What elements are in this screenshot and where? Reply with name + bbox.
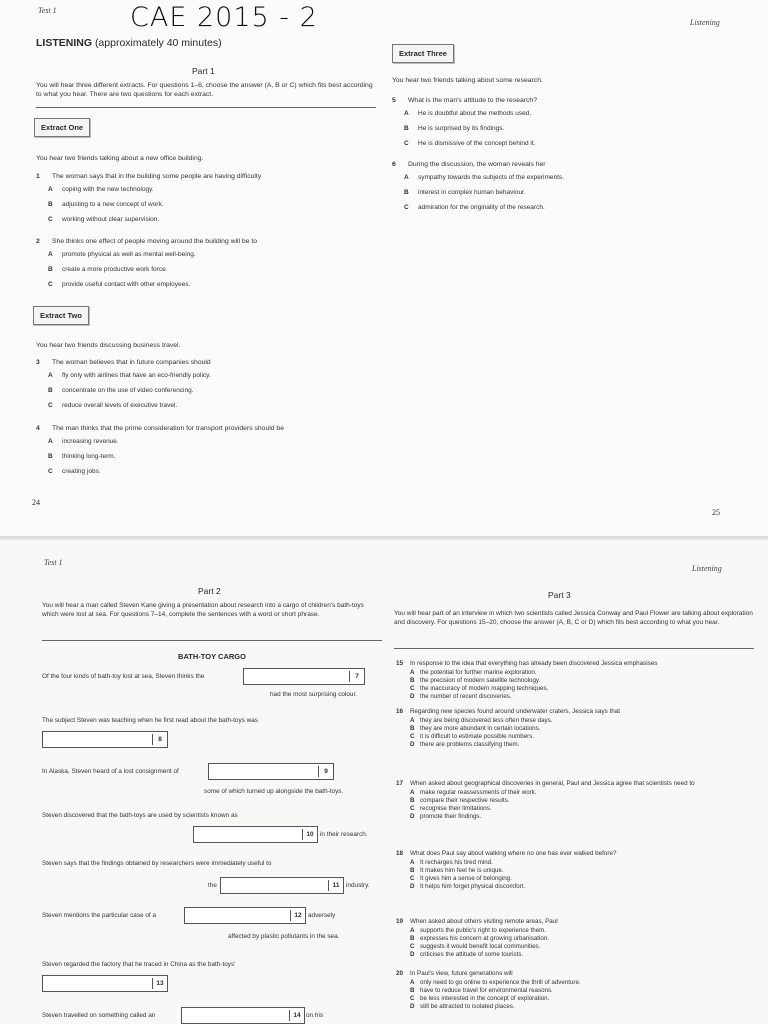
- option-letter: C: [404, 204, 409, 211]
- option-16-b[interactable]: [396, 725, 768, 733]
- option-text: concentrate on the use of video conferencing.: [62, 387, 194, 394]
- extract-two-intro: You hear two friends discussing business travel.: [36, 342, 181, 349]
- option-5-b[interactable]: [404, 125, 764, 134]
- option-letter: C: [48, 281, 53, 288]
- question-text: In response to the idea that everything has already been discovered Jessica emphasises: [410, 660, 658, 667]
- question-19: [396, 918, 756, 926]
- option-letter: C: [48, 468, 53, 475]
- option-letter: A: [410, 789, 415, 796]
- answer-box-8[interactable]: [42, 731, 168, 748]
- question-text: Regarding new species found around underwater craters, Jessica says that: [410, 708, 621, 715]
- page-number-left: 24: [32, 498, 40, 507]
- running-head-right-2: Listening: [692, 564, 722, 573]
- option-letter: B: [48, 387, 53, 394]
- extract-two-box: Extract Two: [33, 306, 89, 325]
- option-text: adjusting to a new concept of work.: [62, 201, 164, 208]
- option-text: the precision of modern satellite technology.: [420, 677, 541, 684]
- question-text: What is the man's attitude to the research?: [408, 97, 537, 104]
- answer-box-13[interactable]: [42, 975, 168, 992]
- option-17-c[interactable]: [396, 805, 768, 813]
- option-letter: C: [48, 402, 53, 409]
- question-text: What does Paul say about walking where no one has ever walked before?: [410, 850, 617, 857]
- option-letter: B: [410, 987, 415, 994]
- option-15-c[interactable]: [396, 685, 768, 693]
- question-6: [392, 160, 752, 169]
- question-text: In Paul's view, future generations will: [410, 970, 513, 977]
- option-text: He is doubtful about the methods used.: [418, 110, 532, 117]
- question-text: When asked about geographical discoveries in general, Paul and Jessica agree that scientists need to: [410, 780, 695, 787]
- option-19-b[interactable]: [396, 935, 768, 943]
- option-text: criticises the attitude of some tourists.: [420, 951, 524, 958]
- option-6-a[interactable]: [404, 174, 764, 183]
- option-text: it is difficult to estimate possible numbers.: [420, 733, 535, 740]
- sentence-7b: had the most surprising colour.: [270, 691, 358, 698]
- question-number: 17: [396, 780, 404, 787]
- answer-box-14[interactable]: [181, 1007, 305, 1024]
- option-15-b[interactable]: [396, 677, 768, 685]
- extract-one-intro: You hear two friends talking about a new office building.: [36, 155, 204, 162]
- option-4-b[interactable]: [48, 453, 408, 462]
- option-17-d[interactable]: [396, 813, 768, 821]
- option-2-a[interactable]: [48, 251, 408, 260]
- option-18-c[interactable]: [396, 875, 768, 883]
- option-text: admiration for the originality of the research.: [418, 204, 545, 211]
- option-text: It recharges his tired mind.: [420, 859, 493, 866]
- question-number: 18: [396, 850, 404, 857]
- option-letter: B: [410, 935, 415, 942]
- question-text: During the discussion, the woman reveals her: [408, 161, 546, 168]
- option-16-a[interactable]: [396, 717, 768, 725]
- sentence-11c: industry.: [346, 882, 370, 889]
- option-text: they are more abundant in certain locations.: [420, 725, 541, 732]
- question-2: [36, 237, 396, 246]
- option-1-c[interactable]: [48, 216, 408, 225]
- option-letter: A: [410, 979, 415, 986]
- sentence-11a: Steven says that the findings obtained by researchers were immediately useful to: [42, 860, 272, 867]
- option-16-d[interactable]: [396, 741, 768, 749]
- option-text: there are problems classifying them.: [420, 741, 520, 748]
- option-text: He is dismissive of the concept behind it.: [418, 140, 536, 147]
- option-text: provide useful contact with other employees.: [62, 281, 191, 288]
- option-text: interest in complex human behaviour.: [418, 189, 526, 196]
- option-letter: A: [410, 669, 415, 676]
- answer-number-7: 7: [349, 671, 364, 682]
- option-letter: C: [48, 216, 53, 223]
- answer-number-11: 11: [328, 880, 343, 891]
- option-text: recognise their limitations.: [420, 805, 492, 812]
- option-4-a[interactable]: [48, 438, 408, 447]
- option-18-b[interactable]: [396, 867, 768, 875]
- question-17: [396, 780, 756, 788]
- answer-box-11[interactable]: [220, 877, 344, 894]
- running-head-left: Test 1: [38, 6, 57, 15]
- sentence-9b: some of which turned up alongside the bath-toys.: [204, 788, 344, 795]
- option-letter: A: [410, 859, 415, 866]
- option-18-d[interactable]: [396, 883, 768, 891]
- question-3: [36, 358, 396, 367]
- divider: [36, 107, 376, 108]
- option-text: fly only with airlines that have an eco-friendly policy.: [62, 372, 211, 379]
- option-text: It gives him a sense of belonging.: [420, 875, 512, 882]
- option-2-b[interactable]: [48, 266, 408, 275]
- option-text: the potential for further marine exploration.: [420, 669, 537, 676]
- sentence-10a: Steven discovered that the bath-toys are used by scientists known as: [42, 812, 238, 819]
- answer-box-12[interactable]: [184, 907, 306, 924]
- option-3-c[interactable]: [48, 402, 408, 411]
- option-18-a[interactable]: [396, 859, 768, 867]
- answer-number-8: 8: [152, 734, 167, 745]
- option-text: only need to go online to experience the thrill of adventure.: [420, 979, 581, 986]
- option-letter: B: [410, 797, 415, 804]
- option-text: the number of recent discoveries.: [420, 693, 512, 700]
- divider: [394, 648, 754, 649]
- option-text: still be attracted to isolated places.: [420, 1003, 515, 1010]
- option-letter: C: [404, 140, 409, 147]
- option-letter: C: [410, 943, 415, 950]
- option-letter: D: [410, 813, 415, 820]
- option-letter: B: [48, 266, 53, 273]
- option-5-c[interactable]: [404, 140, 764, 149]
- option-letter: B: [48, 453, 53, 460]
- extract-one-box: Extract One: [34, 118, 90, 137]
- option-letter: A: [48, 438, 53, 445]
- option-letter: B: [410, 725, 415, 732]
- option-6-b[interactable]: [404, 189, 764, 198]
- sentence-7a: Of the four kinds of bath-toy lost at sea, Steven thinks the: [42, 673, 205, 680]
- option-text: promote their findings.: [420, 813, 482, 820]
- part-1-label: Part 1: [192, 66, 215, 76]
- option-text: compare their respective results.: [420, 797, 510, 804]
- sentence-14a: Steven travelled on something called an: [42, 1012, 156, 1019]
- option-20-a[interactable]: [396, 979, 768, 987]
- option-text: the inaccuracy of modern mapping techniques.: [420, 685, 549, 692]
- sentence-13: Steven regarded the factory that he traced in China as the bath-toys': [42, 961, 236, 968]
- part-3-intro: You will hear part of an interview in which two scientists called Jessica Conway and Paul Flower are talking about exploration and discovery. For questions 15–20, choose the answer (A, B, C or D) which fits best according to what you hear.: [394, 610, 753, 626]
- question-number: 5: [392, 97, 396, 104]
- question-15: [396, 660, 756, 668]
- option-text: supports the public's right to experience them.: [420, 927, 547, 934]
- option-3-b[interactable]: [48, 387, 408, 396]
- sentence-12c: affected by plastic pollutants in the sea.: [228, 933, 340, 940]
- part-1-intro: You will hear three different extracts. For questions 1–6, choose the answer (A, B or C) which fits best according to what you hear. There are two questions for each extract.: [36, 82, 373, 98]
- option-text: make regular reassessments of their work.: [420, 789, 537, 796]
- answer-number-12: 12: [290, 910, 305, 921]
- option-17-b[interactable]: [396, 797, 768, 805]
- option-letter: C: [410, 805, 415, 812]
- option-3-a[interactable]: [48, 372, 408, 381]
- option-letter: D: [410, 1003, 415, 1010]
- option-15-a[interactable]: [396, 669, 768, 677]
- question-5: [392, 96, 752, 105]
- option-letter: C: [410, 995, 415, 1002]
- extract-three-intro: You hear two friends talking about some research.: [392, 77, 543, 84]
- option-1-b[interactable]: [48, 201, 408, 210]
- option-letter: A: [48, 186, 53, 193]
- title-note: (approximately 40 minutes): [94, 37, 222, 49]
- sentence-10b: in their research.: [320, 831, 368, 838]
- answer-box-10[interactable]: [193, 826, 318, 843]
- page-number-right: 25: [712, 508, 720, 517]
- divider: [42, 640, 382, 641]
- option-4-c[interactable]: [48, 468, 408, 477]
- option-text: promote physical as well as mental well-being.: [62, 251, 196, 258]
- running-head-right: Listening: [690, 18, 720, 27]
- sentence-8: The subject Steven was teaching when he first read about the bath-toys was: [42, 717, 258, 724]
- option-text: increasing revenue.: [62, 438, 119, 445]
- question-number: 6: [392, 161, 396, 168]
- option-letter: A: [404, 174, 409, 181]
- option-text: suggests it would benefit local communities.: [420, 943, 541, 950]
- option-letter: D: [410, 741, 415, 748]
- option-text: thinking long-term.: [62, 453, 116, 460]
- option-20-b[interactable]: [396, 987, 768, 995]
- option-letter: A: [48, 251, 53, 258]
- option-letter: D: [410, 951, 415, 958]
- part-2-label: Part 2: [198, 586, 221, 596]
- option-17-a[interactable]: [396, 789, 768, 797]
- answer-number-14: 14: [289, 1010, 304, 1021]
- sentence-14b: on his: [306, 1012, 324, 1019]
- option-text: creating jobs.: [62, 468, 101, 475]
- question-number: 20: [396, 970, 404, 977]
- option-letter: A: [404, 110, 409, 117]
- option-letter: D: [410, 883, 415, 890]
- question-number: 3: [36, 359, 40, 366]
- option-text: sympathy towards the subjects of the experiments.: [418, 174, 564, 181]
- question-number: 1: [36, 173, 40, 180]
- section-title: [36, 37, 222, 49]
- option-letter: C: [410, 733, 415, 740]
- option-1-a[interactable]: [48, 186, 408, 195]
- part-2-intro: You will hear a man called Steven Kane giving a presentation about research into a cargo of children's bath-toys which were lost at sea. For questions 7–14, complete the sentences with a word or short phrase.: [42, 602, 364, 618]
- question-number: 16: [396, 708, 404, 715]
- question-text: She thinks one effect of people moving around the building will be to: [52, 238, 258, 245]
- option-text: It makes him feel he is unique.: [420, 867, 504, 874]
- question-20: [396, 970, 756, 978]
- extract-three-box: Extract Three: [392, 44, 454, 63]
- option-5-a[interactable]: [404, 110, 764, 119]
- answer-number-10: 10: [302, 829, 317, 840]
- sentence-12a: Steven mentions the particular case of a: [42, 912, 157, 919]
- question-number: 15: [396, 660, 404, 667]
- option-19-d[interactable]: [396, 951, 768, 959]
- bath-toy-title: BATH-TOY CARGO: [178, 652, 246, 661]
- answer-number-9: 9: [318, 766, 333, 777]
- answer-box-7[interactable]: [243, 668, 365, 685]
- option-6-c[interactable]: [404, 204, 764, 213]
- option-text: He is surprised by its findings.: [418, 125, 505, 132]
- option-letter: C: [410, 685, 415, 692]
- sentence-11b: the: [208, 882, 217, 889]
- option-19-c[interactable]: [396, 943, 768, 951]
- option-letter: B: [48, 201, 53, 208]
- question-number: 4: [36, 425, 40, 432]
- option-letter: D: [410, 693, 415, 700]
- question-text: When asked about others visiting remote areas, Paul: [410, 918, 558, 925]
- option-letter: C: [410, 875, 415, 882]
- option-20-d[interactable]: [396, 1003, 768, 1011]
- bottom-page-spread: [0, 540, 768, 1024]
- option-letter: A: [410, 927, 415, 934]
- question-text: The man thinks that the prime consideration for transport providers should be: [52, 425, 284, 432]
- option-15-d[interactable]: [396, 693, 768, 701]
- question-text: The woman says that in the building some people are having difficulty: [52, 173, 262, 180]
- handwritten-note: CAE 2015 - 2: [130, 2, 318, 33]
- option-letter: B: [404, 189, 409, 196]
- option-letter: A: [48, 372, 53, 379]
- option-19-a[interactable]: [396, 927, 768, 935]
- question-1: [36, 172, 396, 181]
- option-letter: B: [410, 867, 415, 874]
- option-20-c[interactable]: [396, 995, 768, 1003]
- question-4: [36, 424, 396, 433]
- question-number: 19: [396, 918, 404, 925]
- title-text: LISTENING: [36, 37, 93, 49]
- option-letter: A: [410, 717, 415, 724]
- question-text: The woman believes that in future companies should: [52, 359, 211, 366]
- option-16-c[interactable]: [396, 733, 768, 741]
- option-text: expresses his concern at growing urbanisation.: [420, 935, 549, 942]
- part-3-label: Part 3: [548, 590, 571, 600]
- sentence-9a: In Alaska, Steven heard of a lost consignment of: [42, 768, 179, 775]
- answer-number-13: 13: [152, 978, 167, 989]
- option-text: create a more productive work force.: [62, 266, 168, 273]
- sentence-12b: adversely: [308, 912, 336, 919]
- option-text: reduce overall levels of executive travel.: [62, 402, 178, 409]
- option-2-c[interactable]: [48, 281, 408, 290]
- running-head-left-2: Test 1: [44, 558, 63, 567]
- question-18: [396, 850, 756, 858]
- option-text: they are being discovered less often these days.: [420, 717, 553, 724]
- question-number: 2: [36, 238, 40, 245]
- option-letter: B: [404, 125, 409, 132]
- option-text: be less interested in the concept of exploration.: [420, 995, 550, 1002]
- option-text: working without clear supervision.: [62, 216, 160, 223]
- answer-box-9[interactable]: [208, 763, 334, 780]
- option-text: coping with the new technology.: [62, 186, 154, 193]
- option-text: It helps him forget physical discomfort.: [420, 883, 526, 890]
- question-16: [396, 708, 756, 716]
- option-letter: B: [410, 677, 415, 684]
- option-text: have to reduce travel for environmental reasons.: [420, 987, 553, 994]
